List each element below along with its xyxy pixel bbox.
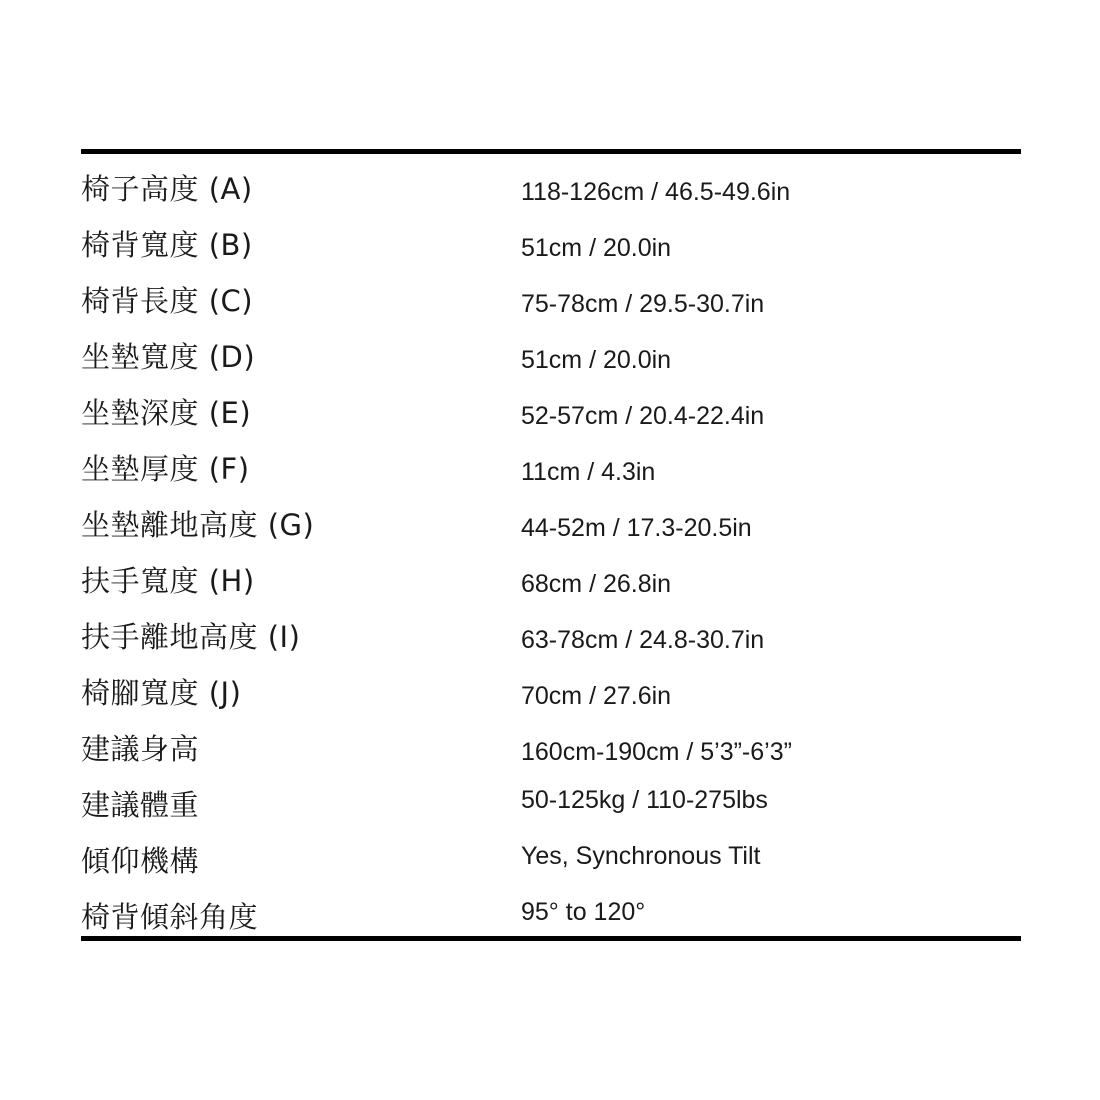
spec-row (81, 329, 1021, 385)
spec-row (81, 721, 1021, 777)
spec-table (81, 149, 1021, 941)
spec-value: 160cm-190cm / 5’3”-6’3” (521, 738, 792, 766)
spec-label: 扶手離地高度 (I) (81, 620, 301, 654)
spec-row (81, 553, 1021, 609)
spec-label: 椅背寬度 (B) (81, 228, 253, 262)
spec-row (81, 161, 1021, 217)
spec-value: 51cm / 20.0in (521, 346, 672, 374)
spec-label: 建議身高 (81, 732, 200, 766)
spec-value: 63-78cm / 24.8-30.7in (521, 626, 765, 654)
spec-value: 70cm / 27.6in (521, 682, 672, 710)
spec-label: 傾仰機構 (81, 844, 200, 878)
spec-row (81, 777, 1021, 833)
spec-value: Yes, Synchronous Tilt (521, 842, 761, 870)
spec-row (81, 609, 1021, 665)
spec-label: 椅背傾斜角度 (81, 900, 259, 934)
spec-row (81, 385, 1021, 441)
spec-row (81, 497, 1021, 553)
spec-row (81, 665, 1021, 721)
spec-value: 44-52m / 17.3-20.5in (521, 514, 752, 542)
spec-label: 建議體重 (81, 788, 200, 822)
spec-label: 坐墊厚度 (F) (81, 452, 250, 486)
spec-value: 118-126cm / 46.5-49.6in (521, 178, 791, 206)
spec-value: 68cm / 26.8in (521, 570, 672, 598)
spec-value: 75-78cm / 29.5-30.7in (521, 290, 765, 318)
spec-row (81, 273, 1021, 329)
spec-value: 51cm / 20.0in (521, 234, 672, 262)
spec-label: 坐墊寬度 (D) (81, 340, 256, 374)
spec-value: 52-57cm / 20.4-22.4in (521, 402, 765, 430)
spec-label: 椅背長度 (C) (81, 284, 254, 318)
spec-label: 椅子高度 (A) (81, 172, 253, 206)
spec-row (81, 441, 1021, 497)
spec-row (81, 889, 1021, 945)
spec-label: 坐墊深度 (E) (81, 396, 252, 430)
spec-label: 坐墊離地高度 (G) (81, 508, 315, 542)
spec-value: 95° to 120° (521, 898, 646, 926)
spec-value: 50-125kg / 110-275lbs (521, 786, 768, 814)
spec-row (81, 217, 1021, 273)
spec-label: 椅腳寬度 (J) (81, 676, 242, 710)
spec-value: 11cm / 4.3in (521, 458, 656, 486)
spec-row (81, 833, 1021, 889)
spec-label: 扶手寬度 (H) (81, 564, 255, 598)
